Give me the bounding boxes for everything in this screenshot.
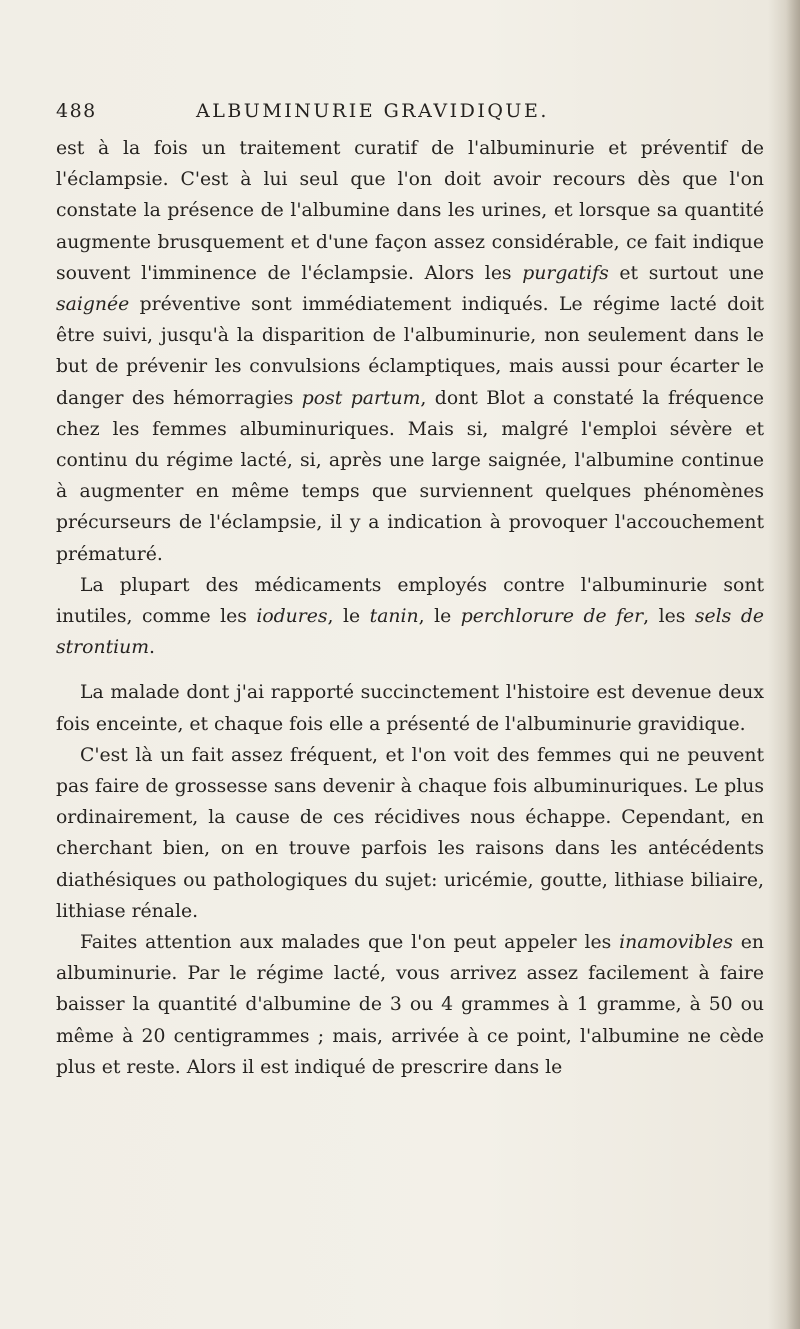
text-run: , les: [643, 606, 695, 628]
paragraph: [56, 740, 764, 927]
italic-term: purgatifs: [522, 262, 609, 284]
italic-term: tanin: [369, 606, 419, 628]
paragraph: [56, 570, 764, 664]
page-header: [56, 100, 756, 130]
italic-term: inamovibles: [619, 932, 733, 954]
text-run: La plupart des médicaments employés contre l'albuminurie sont inutiles, comme les: [56, 574, 764, 628]
paragraph: [56, 677, 764, 739]
body-text: [56, 133, 764, 1083]
text-run: .: [149, 637, 156, 659]
text-run: La malade dont j'ai rapporté succinctement l'histoire est devenue deux fois enceinte, et chaque fois elle a présenté de l'albuminurie gravidique.: [56, 682, 764, 735]
text-run: , le: [418, 606, 461, 628]
italic-term: post partum: [301, 387, 421, 409]
italic-term: saignée: [56, 294, 130, 316]
text-run: est à la fois un traitement curatif de l'albuminurie et préventif de l'éclampsie. C'est à lui seul que l'on doit avoir recours dès que l'on constate la présence de l'albumine dans les urines, et lorsque sa quantité augmente brusquement et d'une façon assez considérable, ce fait indique souvent l'imminence de l'éclampsie. Alors les: [56, 138, 764, 284]
text-run: Faites attention aux malades que l'on peut appeler les: [80, 932, 620, 954]
text-run: préventive sont immédiatement indiqués. Le régime lacté doit être suivi, jusqu'à la disparition de l'albuminurie, non seulement dans le but de prévenir les convulsions éclamptiques, mais aussi pour écarter le danger des hémorragies: [56, 294, 764, 409]
text-run: en albuminurie. Par le régime lacté, vous arrivez assez facilement à faire baisser la quantité d'albumine de 3 ou 4 grammes à 1 gramme, à 50 ou même à 20 centigrammes ; mais, arrivée à ce point, l'albumine ne cède plus et reste. Alors il est indiqué de prescrire dans le: [56, 932, 765, 1078]
page-number: 488: [56, 100, 97, 122]
text-run: , dont Blot a constaté la fréquence chez les femmes albuminuriques. Mais si, malgré l'emploi sévère et continu du régime lacté, si, après une large saignée, l'albumine continue à augmenter en même temps que surviennent quelques phénomènes précurseurs de l'éclampsie, il y a indication à provoquer l'accouchement prématuré.: [56, 387, 764, 565]
text-run: et surtout une: [608, 262, 764, 284]
italic-term: iodures: [256, 606, 328, 628]
italic-term: sels de strontium: [56, 606, 764, 659]
text-run: C'est là un fait assez fréquent, et l'on voit des femmes qui ne peuvent pas faire de grossesse sans devenir à chaque fois albuminuriques. Le plus ordinairement, la cause de ces récidives nous échappe. Cependant, en cherchant bien, on en trouve parfois les raisons dans les antécédents diathésiques ou pathologiques du sujet: uricémie, goutte, lithiase biliaire, lithiase rénale.: [56, 744, 764, 922]
paragraph: [56, 133, 764, 570]
running-title: ALBUMINURIE GRAVIDIQUE.: [196, 100, 549, 122]
page-edge-shadow: [786, 0, 800, 1329]
text-run: , le: [327, 606, 370, 628]
italic-term: perchlorure de fer: [460, 606, 644, 628]
paragraph: [56, 927, 764, 1083]
